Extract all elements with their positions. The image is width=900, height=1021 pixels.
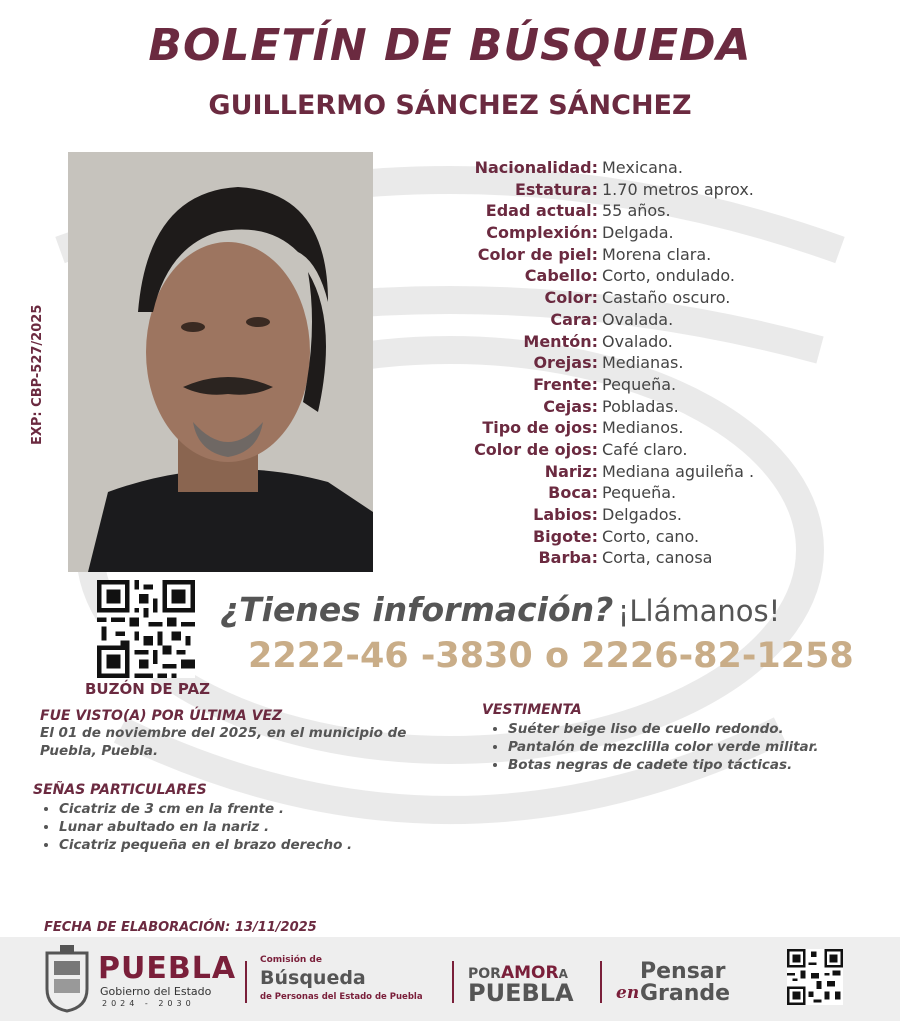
footer-qr-code[interactable] <box>787 949 843 1005</box>
feature-row <box>420 222 880 244</box>
puebla-logo-text: PUEBLA <box>98 951 237 986</box>
feature-value: Delgados. <box>602 505 682 524</box>
feature-value: 1.70 metros aprox. <box>602 179 754 199</box>
feature-label: Barba: <box>538 548 598 568</box>
footer-divider <box>245 961 247 1003</box>
feature-label: Nariz: <box>544 461 598 481</box>
feature-label: Bigote: <box>532 526 598 546</box>
amor-text: AMOR <box>500 963 559 983</box>
government-period: 2024 - 2030 <box>102 999 195 1008</box>
feature-value: Mediana aguileña . <box>602 461 755 481</box>
feature-value: Mexicana. <box>602 158 683 177</box>
gobierno-label: Gobierno del Estado <box>100 985 212 998</box>
pensar-logo-text: Pensar <box>640 959 726 984</box>
physical-features-list <box>420 157 880 569</box>
comision-subtitle: de Personas del Estado de Puebla <box>260 992 423 1002</box>
feature-row <box>420 179 880 201</box>
feature-value: Medianos. <box>602 418 684 438</box>
list-item: • Cicatriz pequeña en el brazo derecho . <box>59 836 433 854</box>
feature-value: Café claro. <box>602 439 688 459</box>
question-text: ¿Tienes información? <box>220 590 614 629</box>
clothing-heading: VESTIMENTA <box>482 702 582 718</box>
footer-divider <box>600 961 602 1003</box>
en-logo-text: en <box>616 983 640 1003</box>
feature-label: Edad actual: <box>485 201 598 221</box>
footer-divider <box>452 961 454 1003</box>
call-text: ¡Llámanos! <box>617 594 781 628</box>
feature-label: Complexión: <box>486 223 598 243</box>
feature-row <box>420 200 880 222</box>
feature-row <box>420 244 880 266</box>
feature-value: Ovalada. <box>602 309 674 329</box>
last-seen-section <box>40 708 440 760</box>
feature-label: Cara: <box>550 309 598 329</box>
buzon-de-paz-label: BUZÓN DE PAZ <box>84 680 211 698</box>
feature-label: Color: <box>544 288 598 308</box>
feature-row <box>420 287 880 309</box>
feature-label: Estatura: <box>514 179 598 199</box>
last-seen-heading: FUE VISTO(A) POR ÚLTIMA VEZ <box>40 708 283 724</box>
feature-value: 55 años. <box>602 201 671 221</box>
distinguishing-marks-section <box>33 782 433 854</box>
elaboration-date: FECHA DE ELABORACIÓN: 13/11/2025 <box>44 920 317 935</box>
distinguishing-marks-heading: SEÑAS PARTICULARES <box>33 782 207 798</box>
feature-label: Tipo de ojos: <box>482 418 598 438</box>
buzon-qr-code[interactable] <box>97 580 195 678</box>
person-photo <box>68 152 373 572</box>
last-seen-text: El 01 de noviembre del 2025, en el municipio de Puebla, Puebla. <box>40 725 407 759</box>
a-text: A <box>558 967 568 981</box>
phone-numbers[interactable]: 2222-46 -3830 o 2226-82-1258 <box>248 636 854 676</box>
feature-row <box>420 265 880 287</box>
feature-label: Mentón: <box>523 331 598 351</box>
state-coat-of-arms-icon <box>42 945 92 1013</box>
feature-value: Morena clara. <box>602 244 712 264</box>
missing-person-name: GUILLERMO SÁNCHEZ SÁNCHEZ <box>208 90 692 121</box>
feature-value: Corta, canosa <box>602 548 713 568</box>
list-item: • Suéter beige liso de cuello redondo. <box>508 720 882 738</box>
feature-label: Color de ojos: <box>474 439 598 459</box>
feature-row <box>420 482 880 504</box>
feature-label: Nacionalidad: <box>474 158 598 177</box>
feature-row <box>420 417 880 439</box>
feature-row <box>420 309 880 331</box>
feature-value: Castaño oscuro. <box>602 288 731 308</box>
list-item: • Lunar abultado en la nariz . <box>59 818 433 836</box>
feature-row <box>420 526 880 548</box>
list-item: • Pantalón de mezclilla color verde militar. <box>508 738 882 756</box>
grande-logo-text: Grande <box>640 981 731 1006</box>
feature-label: Color de piel: <box>477 244 598 264</box>
feature-row <box>420 396 880 418</box>
feature-label: Cabello: <box>524 266 598 286</box>
feature-value: Corto, cano. <box>602 526 700 546</box>
feature-row <box>420 352 880 374</box>
feature-value: Delgada. <box>602 223 674 243</box>
list-item: • Botas negras de cadete tipo tácticas. <box>508 756 882 774</box>
feature-value: Pequeña. <box>602 483 677 503</box>
feature-value: Pobladas. <box>602 396 679 416</box>
bulletin-title: BOLETÍN DE BÚSQUEDA <box>148 20 752 71</box>
feature-label: Labios: <box>533 505 598 524</box>
por-amor-puebla-text: PUEBLA <box>468 979 574 1007</box>
por-text: POR <box>468 966 501 982</box>
feature-row <box>420 331 880 353</box>
feature-label: Frente: <box>533 374 598 394</box>
busqueda-logo-text: Búsqueda <box>260 967 366 989</box>
feature-value: Corto, ondulado. <box>602 266 735 286</box>
footer-logos-bar <box>0 937 900 1021</box>
feature-value: Ovalado. <box>602 331 673 351</box>
comision-label: Comisión de <box>260 955 322 965</box>
feature-value: Pequeña. <box>602 374 677 394</box>
feature-row <box>420 439 880 461</box>
list-item: • Cicatriz de 3 cm en la frente . <box>59 800 433 818</box>
feature-value: Medianas. <box>602 353 684 373</box>
feature-label: Orejas: <box>533 353 598 373</box>
feature-label: Boca: <box>548 483 598 503</box>
feature-row <box>420 461 880 483</box>
feature-label: Cejas: <box>543 396 598 416</box>
feature-row <box>420 374 880 396</box>
feature-row <box>420 547 880 569</box>
feature-row <box>420 157 880 179</box>
case-number: EXP: CBP-527/2025 <box>30 304 45 445</box>
call-to-action <box>220 590 890 629</box>
feature-row <box>420 504 880 526</box>
clothing-section <box>482 702 882 774</box>
